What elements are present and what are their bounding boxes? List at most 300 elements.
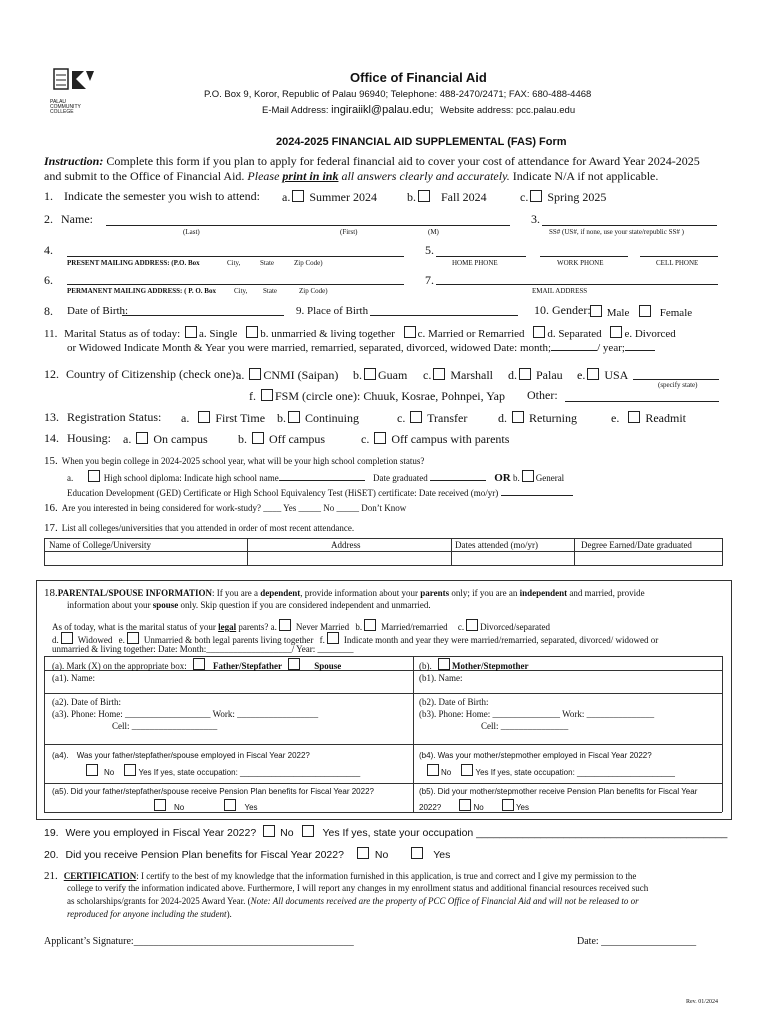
gender-female[interactable]	[637, 305, 692, 320]
seal-icon	[50, 67, 96, 95]
father-label: Father/Stepfather	[212, 661, 282, 671]
parents-married-label: Married/remarried	[381, 622, 448, 632]
q13-row	[44, 411, 161, 425]
mother-employed-options	[425, 764, 675, 777]
off-campus-letter: b.	[238, 432, 247, 446]
permanent-address-line[interactable]	[67, 284, 404, 285]
present-address-caption	[67, 259, 200, 267]
parent-table-mid	[413, 656, 414, 812]
q6-number: 6.	[44, 273, 53, 287]
usa-state-line[interactable]	[633, 379, 719, 380]
home-phone-line[interactable]	[436, 256, 526, 257]
mother-phone-field[interactable]: (b3). Phone: Home: _______________ Work: _______________	[419, 709, 655, 719]
readmit-label: Readmit	[645, 411, 686, 425]
mother-pension-yes-checkbox[interactable]	[502, 799, 514, 811]
q20-row	[44, 847, 450, 861]
q11-widowed-text: or Widowed Indicate Month & Year you were married, remarried, separated, divorced, widowed Date: month;	[67, 342, 552, 354]
on-campus-option[interactable]	[123, 432, 208, 447]
parents-indicate-checkbox[interactable]	[327, 632, 339, 644]
logo-text: PALAU COMMUNITY COLLEGE	[50, 99, 81, 116]
q1-option-a[interactable]	[282, 190, 377, 205]
separated-label: d. Separated	[547, 328, 602, 340]
q17-row	[44, 522, 354, 535]
mother-pension-no-checkbox[interactable]	[459, 799, 471, 811]
ged-text: Education Development (GED) Certificate or High School Equivalency Test (HiSET) certificate: Date received (mo/yr)	[67, 488, 499, 498]
website-text: Website address: pcc.palau.edu	[440, 105, 576, 116]
signature-date-field[interactable]: Date: ___________________	[577, 936, 697, 947]
parent-table-row2	[44, 693, 722, 694]
q1-row	[44, 190, 260, 204]
other-country-label: Other:	[527, 388, 558, 402]
gender-label: 10. Gender:	[534, 303, 591, 317]
name-first-caption: (First)	[340, 228, 358, 236]
off-campus-parents-checkbox[interactable]	[374, 432, 386, 444]
ged-date-blank[interactable]	[501, 495, 573, 496]
q1-question: Indicate the semester you wish to attend:	[64, 189, 260, 203]
spouse-label: Spouse	[314, 661, 342, 671]
first-time-label: First Time	[215, 411, 266, 425]
parent-table-bottom	[44, 812, 722, 813]
present-zip-caption: Zip Code)	[294, 259, 323, 267]
off-campus-option[interactable]	[238, 432, 325, 447]
other-country-line[interactable]	[565, 401, 719, 402]
col-address: Address	[331, 540, 361, 550]
transfer-option[interactable]	[397, 411, 467, 426]
q18-title-line	[44, 587, 645, 600]
continuing-checkbox[interactable]	[288, 411, 300, 423]
mother-dob-field[interactable]: (b2). Date of Birth:	[419, 697, 489, 707]
on-campus-letter: a.	[123, 432, 132, 446]
never-married-checkbox[interactable]	[279, 619, 291, 631]
returning-label: Returning	[529, 411, 577, 425]
cnmi-label: CNMI (Saipan)	[263, 368, 339, 382]
father-cell-field[interactable]: Cell: ___________________	[112, 721, 218, 731]
cnmi-letter: a.	[236, 368, 245, 382]
ged-letter: b.	[512, 473, 520, 483]
transfer-checkbox[interactable]	[410, 411, 422, 423]
q1-a-letter: a.	[282, 190, 291, 204]
guam-letter: b.	[353, 368, 362, 382]
cnmi-option[interactable]	[236, 368, 338, 383]
q21-line4	[67, 909, 232, 919]
palau-checkbox[interactable]	[519, 368, 531, 380]
continuing-label: Continuing	[305, 411, 360, 425]
q11-label: Marital Status as of today:	[64, 328, 181, 340]
certification-text3: as scholarships/grants for 2024-2025 Award Year. (	[67, 896, 251, 906]
or-text: OR	[494, 472, 511, 484]
off-campus-parents-letter: c.	[361, 432, 370, 446]
permanent-address-caption	[67, 287, 216, 295]
q1-option-c[interactable]	[520, 190, 606, 205]
q20-question: Did you receive Pension Plan benefits for Fiscal Year 2022?	[65, 849, 344, 861]
returning-checkbox[interactable]	[512, 411, 524, 423]
mother-employed-question: (b4). Was your mother/stepmother employed in Fiscal Year 2022?	[419, 751, 652, 760]
a4-label: (a4).	[52, 751, 69, 760]
father-dob-field[interactable]: (a2). Date of Birth:	[52, 697, 121, 707]
pob-line[interactable]	[370, 315, 518, 316]
parents-unmarried-checkbox[interactable]	[127, 632, 139, 644]
parents-unmarried-label: Unmarried & both legal parents living together	[143, 635, 314, 645]
father-employed-yes-checkbox[interactable]	[124, 764, 136, 776]
unmarried-living-label: b. unmarried & living together	[260, 328, 395, 340]
parent-marital-line3: unmarried & living together: Date: Month:___________________/ Year: ________	[52, 644, 354, 654]
q15-ged-line	[67, 488, 573, 498]
q19-number: 19.	[44, 827, 59, 839]
certification-close: ).	[226, 909, 232, 919]
parents-widowed-checkbox[interactable]	[61, 632, 73, 644]
instruction-text1: Complete this form if you plan to apply for federal financial aid to cover your cost of attendance for Award Year 2024-2025	[106, 154, 700, 168]
q18-number: 18.	[44, 587, 58, 599]
mother-checkbox[interactable]	[438, 658, 450, 670]
parent-table-left	[44, 656, 45, 812]
father-pension-yes-checkbox[interactable]	[224, 799, 236, 811]
year-label: / year;	[597, 342, 625, 354]
col-college-name: Name of College/University	[49, 540, 151, 550]
present-address-label: PRESENT MAILING ADDRESS: (P.O. Box	[67, 259, 200, 267]
guam-checkbox[interactable]	[364, 368, 376, 380]
parent-marital-a: parents? a.	[236, 622, 277, 632]
fsm-option[interactable]	[249, 389, 505, 404]
general-label: General	[535, 473, 565, 483]
certification-text1: : I certify to the best of my knowledge that the information furnished in this application, is true and correct and I give my permission to the	[136, 871, 637, 881]
fsm-checkbox[interactable]	[261, 389, 273, 401]
first-time-option[interactable]	[181, 411, 265, 426]
q18-text-c: only; if you are an	[449, 588, 520, 598]
month-blank[interactable]	[551, 350, 597, 351]
name-last-caption: (Last)	[183, 228, 200, 236]
marshall-checkbox[interactable]	[433, 368, 445, 380]
q19-no-label: No	[280, 827, 294, 839]
q3-number: 3.	[531, 212, 540, 226]
father-employed-yes-label: Yes If yes, state occupation: ___________________________	[138, 768, 361, 777]
q5-number: 5.	[425, 243, 434, 257]
q12-number: 12.	[44, 367, 59, 381]
single-checkbox[interactable]	[185, 326, 197, 338]
palau-option[interactable]	[508, 368, 563, 383]
father-pension-options	[152, 799, 258, 812]
dob-label: Date of Birth:	[67, 305, 129, 317]
q18-spouse: spouse	[152, 600, 179, 610]
q8-number: 8.	[44, 304, 53, 318]
q1-fall-label: Fall 2024	[441, 190, 487, 204]
work-phone-caption: WORK PHONE	[557, 259, 604, 267]
instruction-line1	[44, 155, 700, 169]
mother-pension-yes-label: Yes	[515, 803, 530, 812]
separated-checkbox[interactable]	[533, 326, 545, 338]
q20-yes-checkbox[interactable]	[411, 847, 423, 859]
colleges-table	[44, 538, 723, 566]
mother-name-field[interactable]: (b1). Name:	[419, 673, 463, 683]
q18-skip-text: only. Skip question if you are considered independent and unmarried.	[178, 600, 431, 610]
q1-summer-checkbox[interactable]	[292, 190, 304, 202]
ssn-caption: SS# (US#, if none, use your state/republic SS# )	[549, 228, 684, 236]
parents-divorced-label: Divorced/separated	[480, 622, 551, 632]
married-letter: b.	[355, 622, 363, 632]
office-title: Office of Financial Aid	[350, 70, 487, 85]
q18-text-a: : If you are a	[212, 588, 261, 598]
parent-table-row4	[44, 783, 722, 784]
instruction-na: Indicate N/A if not applicable.	[512, 169, 659, 183]
q18-heading: PARENTAL/SPOUSE INFORMATION	[57, 588, 213, 598]
mother-pension-no-label: No	[473, 803, 484, 812]
q2-number: 2.	[44, 212, 53, 226]
q19-row	[44, 825, 727, 839]
mother-employed-yes-checkbox[interactable]	[461, 764, 473, 776]
ssn-input-line[interactable]	[542, 225, 717, 226]
certification-note: Note: All documents received are the property of PCC Office of Financial Aid and will not be released to or	[250, 896, 639, 906]
unmarried-living-checkbox[interactable]	[246, 326, 258, 338]
married-checkbox[interactable]	[404, 326, 416, 338]
ged-checkbox[interactable]	[522, 470, 534, 482]
q16-question: Are you interested in being considered for work-study? ____ Yes _____ No _____ Don’t Know	[61, 503, 407, 513]
q17-number: 17.	[44, 522, 58, 534]
instruction-print-in-ink: print in ink	[282, 169, 339, 183]
father-name-field[interactable]: (a1). Name:	[52, 673, 95, 683]
q20-yes-label: Yes	[433, 849, 451, 861]
father-phone-field[interactable]: (a3). Phone: Home: ___________________ Work: __________________	[52, 709, 319, 719]
email-label: E-Mail Address:	[262, 105, 329, 116]
male-label: Male	[606, 307, 630, 319]
q1-c-letter: c.	[520, 190, 529, 204]
instruction-text2: and submit to the Office of Financial Aid.	[44, 169, 245, 183]
parent-marital-line1	[52, 619, 550, 632]
email-line[interactable]	[436, 284, 718, 285]
email-caption: EMAIL ADDRESS	[532, 287, 588, 295]
hs-diploma-label: High school diploma: Indicate high school name	[103, 473, 279, 483]
single-label: a. Single	[198, 328, 238, 340]
parent-table-top	[44, 656, 722, 657]
q19-yes-checkbox[interactable]	[302, 825, 314, 837]
q15-number: 15.	[44, 455, 58, 467]
q19-question: Were you employed in Fiscal Year 2022?	[65, 827, 257, 839]
off-campus-parents-option[interactable]	[361, 432, 509, 447]
q4-number: 4.	[44, 243, 53, 257]
q18-title-line2	[67, 600, 431, 610]
divorced-checkbox[interactable]	[610, 326, 622, 338]
home-phone-caption: HOME PHONE	[452, 259, 498, 267]
applicant-signature-field[interactable]: Applicant’s Signature:____________________________________________	[44, 936, 354, 947]
q1-summer-label: Summer 2024	[309, 190, 377, 204]
father-pension-no-label: No	[174, 803, 185, 812]
marshall-label: Marshall	[450, 368, 493, 382]
parent-table-row3	[44, 744, 722, 745]
divorced-letter: c.	[457, 622, 465, 632]
mother-employed-no-label: No	[441, 768, 452, 777]
mother-pension-options	[419, 799, 529, 812]
email-value: ingiraiikl@palau.edu;	[331, 104, 434, 116]
q21-line1	[44, 870, 636, 883]
instruction-label: Instruction:	[44, 154, 104, 168]
college-logo	[50, 67, 96, 115]
marshall-option[interactable]	[423, 368, 493, 383]
q19-yes-label: Yes If yes, state your occupation ___________________________________________	[322, 827, 728, 839]
q20-no-label: No	[374, 849, 389, 861]
mother-employed-yes-label: Yes If yes, state occupation: ______________________	[475, 768, 675, 777]
usa-letter: e.	[577, 368, 586, 382]
date-graduated-label: Date graduated	[372, 473, 428, 483]
q18-text-d: and married, provide	[567, 588, 645, 598]
q13-label: Registration Status:	[67, 410, 162, 424]
widowed-letter: d.	[52, 635, 59, 645]
usa-label: USA	[604, 368, 629, 382]
mother-pension-year: 2022?	[419, 803, 442, 812]
a4-question: Was your father/stepfather/spouse employed in Fiscal Year 2022?	[76, 751, 310, 760]
revision-label: Rev. 01/2024	[686, 999, 718, 1005]
legal-text: legal	[218, 622, 237, 632]
returning-option[interactable]	[498, 411, 577, 426]
married-label: c. Married or Remarried	[417, 328, 525, 340]
instruction-please: Please	[247, 169, 280, 183]
name-mi-caption: (M)	[428, 228, 439, 236]
q14-row	[44, 432, 111, 446]
fsm-label: FSM (circle one): Chuuk, Kosrae, Pohnpei, Yap	[275, 389, 505, 403]
present-state-caption: State	[260, 259, 274, 267]
pob-label: 9. Place of Birth	[296, 305, 369, 317]
hs-diploma-letter: a.	[67, 473, 74, 483]
q15-question: When you begin college in 2024-2025 school year, what will be your high school completion status?	[61, 456, 425, 466]
q16-number: 16.	[44, 502, 58, 514]
q16-row	[44, 502, 406, 515]
q11-line2	[67, 342, 655, 355]
mother-label: Mother/Stepmother	[452, 661, 529, 671]
continuing-option[interactable]	[277, 411, 359, 426]
certification-heading: CERTIFICATION	[63, 871, 137, 881]
female-label: Female	[659, 307, 693, 319]
guam-option[interactable]	[353, 368, 407, 383]
q13-number: 13.	[44, 410, 59, 424]
name-input-line[interactable]	[106, 225, 510, 226]
colleges-table-row[interactable]	[45, 552, 722, 564]
readmit-option[interactable]	[611, 411, 686, 426]
parental-spouse-section	[36, 580, 732, 820]
mark-box-row	[52, 658, 341, 671]
father-employed-no-checkbox[interactable]	[86, 764, 98, 776]
on-campus-label: On campus	[153, 432, 208, 446]
never-married-label: Never Married	[295, 622, 350, 632]
q12-label: Country of Citizenship (check one):	[66, 367, 239, 381]
q18-parents: parents	[420, 588, 450, 598]
mother-employed-no-checkbox[interactable]	[427, 764, 439, 776]
col-degree: Degree Earned/Date graduated	[581, 540, 692, 550]
permanent-state-caption: State	[263, 287, 277, 295]
q1-spring-checkbox[interactable]	[530, 190, 542, 202]
mark-box-label: (a). Mark (X) on the appropriate box:	[52, 661, 187, 671]
mother-row	[419, 658, 528, 671]
on-campus-checkbox[interactable]	[136, 432, 148, 444]
q21-line2: college to verify the information indicated above. Furthermore, I will report any changes in my enrollment status and additional financial resources received such	[67, 883, 649, 893]
permanent-address-label: PERMANENT MAILING ADDRESS: ( P. O. Box	[67, 287, 216, 295]
parents-married-checkbox[interactable]	[364, 619, 376, 631]
q20-number: 20.	[44, 849, 59, 861]
male-checkbox[interactable]	[590, 305, 602, 317]
present-address-line[interactable]	[67, 256, 404, 257]
first-time-letter: a.	[181, 411, 190, 425]
off-campus-parents-label: Off campus with parents	[391, 432, 510, 446]
father-employed-options	[84, 764, 360, 777]
instruction-line2	[44, 170, 658, 184]
palau-letter: d.	[508, 368, 517, 382]
father-pension-yes-label: Yes	[244, 803, 258, 812]
certification-note-end: reproduced for anyone including the student	[67, 909, 227, 919]
father-pension-no-checkbox[interactable]	[154, 799, 166, 811]
parents-indicate-label: Indicate month and year they were married/remarried, separated, divorced/ widowed or	[343, 635, 659, 645]
q20-no-checkbox[interactable]	[357, 847, 369, 859]
permanent-zip-caption: Zip Code)	[299, 287, 328, 295]
indicate-letter: f.	[319, 635, 325, 645]
mother-cell-field[interactable]: Cell: _______________	[481, 721, 569, 731]
female-checkbox[interactable]	[639, 305, 651, 317]
off-campus-checkbox[interactable]	[252, 432, 264, 444]
q1-b-letter: b.	[407, 190, 416, 204]
q14-number: 14.	[44, 431, 59, 445]
q11-row	[44, 326, 676, 341]
q18-independent: independent	[519, 588, 568, 598]
q12-row	[44, 368, 239, 382]
q7-number: 7.	[425, 273, 434, 287]
q21-number: 21.	[44, 870, 58, 882]
guam-label: Guam	[378, 368, 408, 382]
q18-text-b: , provide information about your	[300, 588, 421, 598]
hs-name-blank[interactable]	[279, 480, 365, 481]
parent-marital-question: As of today, what is the marital status of your	[52, 622, 219, 632]
transfer-label: Transfer	[427, 411, 468, 425]
date-graduated-blank[interactable]	[430, 480, 486, 481]
q17-question: List all colleges/universities that you attended in order of most recent attendance.	[61, 523, 355, 533]
q14-label: Housing:	[67, 431, 112, 445]
office-address: P.O. Box 9, Koror, Republic of Palau 96940; Telephone: 488-2470/2471; FAX: 680-488-4468	[204, 89, 592, 100]
readmit-checkbox[interactable]	[628, 411, 640, 423]
dob-line[interactable]	[122, 315, 284, 316]
q21-line3	[67, 896, 639, 906]
q1-spring-label: Spring 2025	[547, 190, 607, 204]
marshall-letter: c.	[423, 368, 432, 382]
q15-line-a	[67, 470, 564, 485]
q2-row	[44, 213, 93, 227]
usa-checkbox[interactable]	[587, 368, 599, 380]
off-campus-label: Off campus	[269, 432, 326, 446]
cnmi-checkbox[interactable]	[249, 368, 261, 380]
readmit-letter: e.	[611, 411, 620, 425]
q18-dependent: dependent	[260, 588, 301, 598]
father-employed-no-label: No	[104, 768, 115, 777]
father-checkbox[interactable]	[193, 658, 205, 670]
spouse-checkbox[interactable]	[288, 658, 300, 670]
col-dates-attended: Dates attended (mo/yr)	[455, 540, 538, 550]
first-time-checkbox[interactable]	[198, 411, 210, 423]
divorced-label: e. Divorced	[624, 328, 676, 340]
cell-phone-line[interactable]	[640, 256, 718, 257]
permanent-city-caption: City,	[234, 287, 248, 295]
palau-label: Palau	[536, 368, 563, 382]
q1-fall-checkbox[interactable]	[418, 190, 430, 202]
parents-widowed-label: Widowed	[77, 635, 113, 645]
q1-option-b[interactable]	[407, 190, 487, 205]
continuing-letter: b.	[277, 411, 286, 425]
year-blank[interactable]	[625, 350, 655, 351]
parents-divorced-checkbox[interactable]	[466, 619, 478, 631]
work-phone-line[interactable]	[540, 256, 628, 257]
returning-letter: d.	[498, 411, 507, 425]
gender-male[interactable]	[588, 305, 629, 320]
q19-no-checkbox[interactable]	[263, 825, 275, 837]
father-employed-question	[52, 751, 310, 760]
mother-row-letter: (b).	[419, 661, 432, 671]
mother-pension-question: (b5). Did your mother/stepmother receive Pension Plan benefits for Fiscal Year	[419, 787, 698, 796]
q18-text-e: information about your	[67, 600, 153, 610]
usa-option[interactable]	[577, 368, 628, 383]
father-pension-question: (a5). Did your father/stepfather/spouse receive Pension Plan benefits for Fiscal Year 2022?	[52, 787, 374, 796]
hs-diploma-checkbox[interactable]	[88, 470, 100, 482]
